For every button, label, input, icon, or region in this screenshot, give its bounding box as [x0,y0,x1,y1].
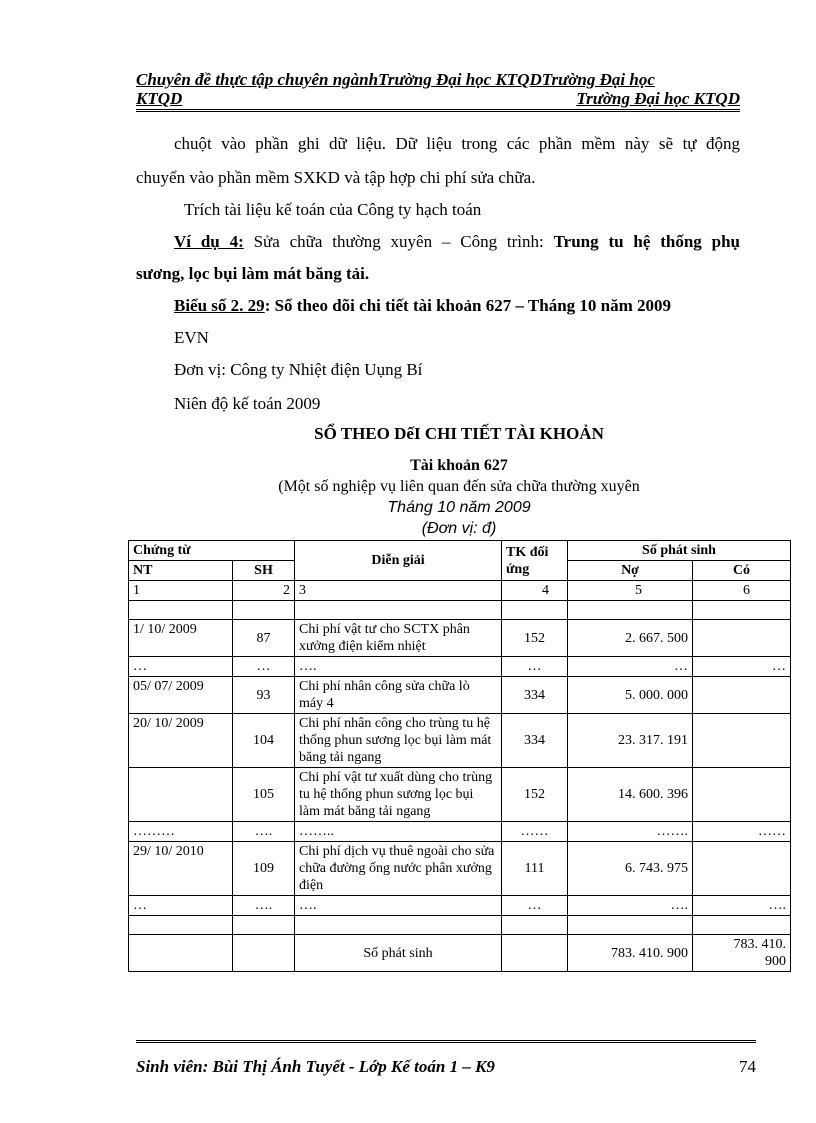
row-credit [693,768,791,822]
row-account: … [502,896,568,916]
total-row [129,935,791,972]
row-date: … [129,896,233,916]
row-description: Chi phí dịch vụ thuê ngoài cho sửa chữa đường ống nước phân xưởng điện [295,842,502,896]
col-number-4: 4 [502,581,568,601]
ledger-body [129,620,791,916]
col-number-3: 3 [295,581,502,601]
row-description: Chi phí vật tư xuất dùng cho trùng tu hệ thống phun sương lọc bụi làm mát băng tải ngang [295,768,502,822]
header-description: Diễn giải [295,541,502,581]
row-debit: 6. 743. 975 [568,842,693,896]
row-voucher-number: …. [233,896,295,916]
page-number: 74 [739,1057,756,1076]
blank-row-2 [129,916,791,935]
row-account: …… [502,822,568,842]
header-rule [136,109,740,112]
header-amount: Số phát sinh [568,541,791,561]
ledger-period: Tháng 10 năm 2009 [387,499,531,516]
example-text: Sửa chữa thường xuyên – Công trình: [243,232,554,251]
row-date: 20/ 10/ 2009 [129,714,233,768]
table-row [129,657,791,677]
table-row [129,768,791,822]
row-account: 152 [502,768,568,822]
page-header [136,70,740,112]
row-voucher-number: 87 [233,620,295,657]
fiscal-year: Niên độ kế toán 2009 [174,394,321,413]
total-debit: 783. 410. 900 [568,935,693,972]
row-debit: 23. 317. 191 [568,714,693,768]
example-line [174,232,740,252]
row-credit [693,620,791,657]
header-subtitle [136,90,740,108]
table-row [129,842,791,896]
row-date: ……… [129,822,233,842]
total-credit: 783. 410. 900 [693,935,791,972]
row-debit: 14. 600. 396 [568,768,693,822]
ledger-table [128,540,791,972]
row-voucher-number: 104 [233,714,295,768]
row-description: Chi phí nhân công sửa chữa lò máy 4 [295,677,502,714]
header-sh: SH [233,561,295,581]
row-credit [693,842,791,896]
table-caption-text: : Sổ theo dõi chi tiết tài khoản 627 – Tháng 10 năm 2009 [264,296,672,315]
footer-row [136,1057,756,1077]
row-account: 334 [502,677,568,714]
page-footer [136,1040,756,1077]
row-date: 1/ 10/ 2009 [129,620,233,657]
example-continuation: sương, lọc bụi làm mát băng tải. [136,264,370,283]
ledger-account: Tài khoản 627 [410,457,508,474]
table-label: Biểu số 2. 29 [174,296,265,315]
header-account: TK đối ứng [502,541,568,581]
example-bold: Trung tu hệ thống phụ [553,232,740,251]
header-left: KTQD [136,89,183,108]
row-account: 152 [502,620,568,657]
header-nt: NT [129,561,233,581]
row-credit: … [693,657,791,677]
footer-rule [136,1040,756,1043]
row-account: 111 [502,842,568,896]
row-voucher-number: 109 [233,842,295,896]
paragraph-2: chuyển vào phần mềm SXKD và tập hợp chi phí sửa chữa. [136,168,536,187]
header-voucher: Chứng từ [129,541,295,561]
ledger-unit: (Đơn vị: đ) [421,520,497,537]
row-date: 05/ 07/ 2009 [129,677,233,714]
row-description: Chi phí vật tư cho SCTX phân xưởng điện kiểm nhiệt [295,620,502,657]
row-date: 29/ 10/ 2010 [129,842,233,896]
row-debit: …. [568,896,693,916]
col-number-6: 6 [693,581,791,601]
row-description: …….. [295,822,502,842]
ledger-subtitle: (Một số nghiệp vụ liên quan đến sửa chữa thường xuyên [278,478,640,495]
paragraph-1: chuột vào phần ghi dữ liệu. Dữ liệu trong các phần mềm này sẽ tự động [174,134,740,153]
paragraph-3: Trích tài liệu kế toán của Công ty hạch toán [184,200,482,219]
col-number-2: 2 [233,581,295,601]
example-label: Ví dụ 4: [174,232,244,251]
row-description: Chi phí nhân công cho trùng tu hệ thống phun sương lọc bụi làm mát băng tải ngang [295,714,502,768]
org-code: EVN [174,328,209,347]
col-number-5: 5 [568,581,693,601]
row-credit [693,677,791,714]
table-row [129,714,791,768]
total-label: Số phát sinh [295,935,502,972]
unit-line: Đơn vị: Công ty Nhiệt điện Uụng Bí [174,360,423,379]
row-date [129,768,233,822]
row-voucher-number: …. [233,822,295,842]
row-debit: 2. 667. 500 [568,620,693,657]
student-name: Sinh viên: Bùi Thị Ánh Tuyết - Lớp Kế toán 1 – K9 [136,1057,495,1076]
header-debit: Nợ [568,561,693,581]
header-credit: Có [693,561,791,581]
column-number-row [129,581,791,601]
row-debit: … [568,657,693,677]
header-row-1 [129,541,791,561]
table-row [129,677,791,714]
row-description: …. [295,657,502,677]
row-account: 334 [502,714,568,768]
row-description: …. [295,896,502,916]
row-credit: …… [693,822,791,842]
row-date: … [129,657,233,677]
table-row [129,896,791,916]
row-credit: …. [693,896,791,916]
row-voucher-number: … [233,657,295,677]
row-debit: 5. 000. 000 [568,677,693,714]
row-voucher-number: 105 [233,768,295,822]
ledger-title: SỔ THEO DếI CHI TIẾT TÀI KHOẢN [314,424,604,443]
table-row [129,620,791,657]
col-number-1: 1 [129,581,233,601]
blank-row [129,601,791,620]
table-caption [174,296,671,316]
row-debit: ……. [568,822,693,842]
row-credit [693,714,791,768]
row-account: … [502,657,568,677]
table-row [129,822,791,842]
header-right: Trường Đại học KTQD [576,89,740,108]
header-title: Chuyên đề thực tập chuyên ngànhTrường Đại học KTQDTrường Đại học [136,70,655,89]
row-voucher-number: 93 [233,677,295,714]
